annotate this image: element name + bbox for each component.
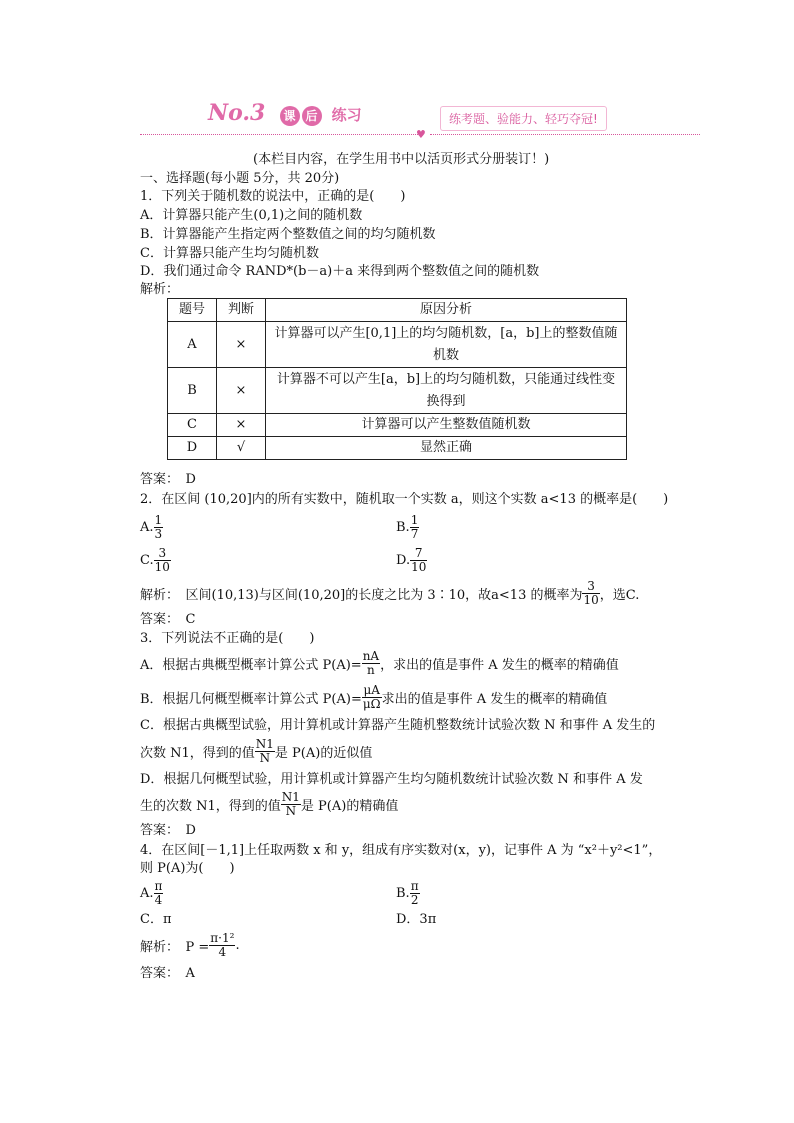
numerator: μA xyxy=(363,683,380,697)
fraction xyxy=(154,880,164,907)
denominator: 7 xyxy=(410,527,419,541)
option-text: 求出的值是事件 A 发生的概率的精确值 xyxy=(381,692,608,707)
banner-divider xyxy=(140,134,420,135)
table-cell-judge: × xyxy=(217,414,266,437)
analysis-text: . xyxy=(235,938,240,953)
table-cell-reason: 显然正确 xyxy=(266,437,627,460)
fraction xyxy=(255,738,275,765)
q2-option-a xyxy=(140,514,163,541)
q2-stem: 2．在区间 (10,20]内的所有实数中，随机取一个实数 a，则这个实数 a<13 的概率是( ) xyxy=(140,492,669,507)
denominator: μΩ xyxy=(362,697,381,711)
table-cell-id: A xyxy=(168,322,217,368)
q1-option-b: B．计算器能产生指定两个整数值之间的均匀随机数 xyxy=(140,227,436,242)
numerator: 3 xyxy=(154,547,171,561)
q3-option-a xyxy=(140,650,619,677)
q3-option-b xyxy=(140,684,607,711)
table-header: 判断 xyxy=(217,299,266,322)
denominator: N xyxy=(285,804,297,818)
option-label: C. xyxy=(140,553,154,568)
reason-line: 计算器可以产生[0,1]上的均匀随机数，[a，b]上的整数值随 xyxy=(274,325,618,341)
numerator: π xyxy=(154,879,163,893)
banner-divider-right xyxy=(430,134,700,135)
analysis-text: 解析： P = xyxy=(140,940,210,955)
analysis-text: ，选C. xyxy=(599,588,640,603)
q1-option-a: A．计算器只能产生(0,1)之间的随机数 xyxy=(140,208,363,223)
denominator: 3 xyxy=(154,527,163,541)
q1-answer: 答案： D xyxy=(140,472,196,487)
q1-stem: 1．下列关于随机数的说法中，正确的是( ) xyxy=(140,189,406,204)
q4-option-d: D．3π xyxy=(396,912,437,927)
reason-line: 机数 xyxy=(432,347,459,363)
q4-stem-line2: 则 P(A)为( ) xyxy=(140,861,235,876)
numerator: 1 xyxy=(154,513,163,527)
q4-option-c: C．π xyxy=(140,912,172,927)
q4-option-b xyxy=(396,880,420,907)
table-header-row xyxy=(168,299,627,322)
q4-analysis xyxy=(140,932,240,959)
option-label: A. xyxy=(140,520,154,535)
option-label: D. xyxy=(396,553,411,568)
denominator: 10 xyxy=(583,593,599,607)
fraction xyxy=(209,932,235,959)
table-row xyxy=(168,368,627,414)
table-cell-id: C xyxy=(168,414,217,437)
fraction xyxy=(281,791,301,818)
denominator: 10 xyxy=(154,560,170,574)
table-row xyxy=(168,437,627,460)
numerator: 1 xyxy=(410,513,419,527)
analysis-text: 解析： 区间(10,13)与区间(10,20]的长度之比为 3∶10，故a<13 的概率为 xyxy=(140,588,583,603)
q4-option-a xyxy=(140,880,163,907)
numerator: π·1² xyxy=(210,931,235,945)
table-cell-judge: × xyxy=(217,322,266,368)
option-text: 次数 N1，得到的值 xyxy=(140,746,255,761)
table-cell-reason xyxy=(266,368,627,414)
numerator: 3 xyxy=(582,580,599,594)
section-heading: 一、选择题(每小题 5分，共 20分) xyxy=(140,171,340,186)
table-row xyxy=(168,414,627,437)
q1-option-d: D．我们通过命令 RAND*(b－a)＋a 来得到两个整数值之间的随机数 xyxy=(140,264,540,279)
table-cell-reason xyxy=(266,322,627,368)
denominator: 10 xyxy=(411,560,427,574)
q2-option-d xyxy=(396,547,427,574)
q2-option-c xyxy=(140,547,171,574)
denominator: N xyxy=(259,751,271,765)
q4-stem-line1: 4．在区间[－1,1]上任取两数 x 和 y，组成有序实数对(x，y)，记事件 A 为 “x²＋y²<1”， xyxy=(140,843,662,858)
q4-answer: 答案： A xyxy=(140,966,195,981)
banner-number: No.3 xyxy=(208,100,266,126)
q3-option-d-line1: D．根据几何概型试验，用计算机或计算器产生均匀随机数统计试验次数 N 和事件 A 发 xyxy=(140,772,643,787)
numerator: π xyxy=(410,879,419,893)
table-cell-reason: 计算器可以产生整数值随机数 xyxy=(266,414,627,437)
table-row xyxy=(168,322,627,368)
option-text: A．根据古典概型概率计算公式 P(A)= xyxy=(140,658,362,673)
q3-answer: 答案： D xyxy=(140,823,196,838)
reason-line: 计算器不可以产生[a，b]上的均匀随机数，只能通过线性变 xyxy=(276,371,616,387)
numerator: nA xyxy=(362,649,380,663)
table-cell-id: B xyxy=(168,368,217,414)
fraction xyxy=(362,650,380,677)
option-label: B. xyxy=(396,520,410,535)
banner-title: 练习 xyxy=(331,106,362,124)
numerator: N1 xyxy=(255,737,274,751)
q2-answer: 答案： C xyxy=(140,612,196,627)
option-text: 生的次数 N1，得到的值 xyxy=(140,799,281,814)
banner-pill-1: 课 xyxy=(280,106,300,126)
q2-option-b xyxy=(396,514,419,541)
denominator: 4 xyxy=(154,893,163,907)
table-cell-judge: × xyxy=(217,368,266,414)
q3-option-d-line2 xyxy=(140,791,398,818)
table-cell-id: D xyxy=(168,437,217,460)
q3-option-c-line2 xyxy=(140,738,372,765)
denominator: 2 xyxy=(410,893,419,907)
option-text: 是 P(A)的精确值 xyxy=(300,799,399,814)
q2-analysis xyxy=(140,580,639,607)
section-banner xyxy=(208,100,362,126)
banner-slogan: 练考题、验能力、轻巧夺冠! xyxy=(440,106,607,131)
q3-stem: 3．下列说法不正确的是( ) xyxy=(140,631,315,646)
denominator: n xyxy=(367,663,375,677)
numerator: 7 xyxy=(410,547,427,561)
banner-pill-2: 后 xyxy=(302,106,322,126)
fraction xyxy=(410,880,420,907)
binding-note: (本栏目内容，在学生用书中以活页形式分册装订！) xyxy=(253,152,550,167)
fraction xyxy=(154,514,164,541)
option-label: B. xyxy=(396,886,410,901)
fraction xyxy=(582,580,599,607)
analysis-table xyxy=(167,298,627,460)
heart-icon: ♥ xyxy=(416,128,426,141)
fraction xyxy=(410,547,427,574)
fraction xyxy=(410,514,420,541)
fraction xyxy=(362,684,382,711)
denominator: 4 xyxy=(218,945,227,959)
q3-option-c-line1: C．根据古典概型试验，用计算机或计算器产生随机整数统计试验次数 N 和事件 A 发生的 xyxy=(140,718,656,733)
option-text: ，求出的值是事件 A 发生的概率的精确值 xyxy=(380,658,619,673)
option-text: 是 P(A)的近似值 xyxy=(274,746,373,761)
table-cell-judge: √ xyxy=(217,437,266,460)
fraction xyxy=(154,547,171,574)
numerator: N1 xyxy=(281,790,300,804)
q1-option-c: C．计算器只能产生均匀随机数 xyxy=(140,246,319,261)
reason-line: 换得到 xyxy=(426,393,466,409)
option-text: B．根据几何概型概率计算公式 P(A)= xyxy=(140,692,362,707)
q1-analysis-label: 解析： xyxy=(140,282,180,297)
table-header: 题号 xyxy=(168,299,217,322)
table-header: 原因分析 xyxy=(266,299,627,322)
option-label: A. xyxy=(140,886,154,901)
